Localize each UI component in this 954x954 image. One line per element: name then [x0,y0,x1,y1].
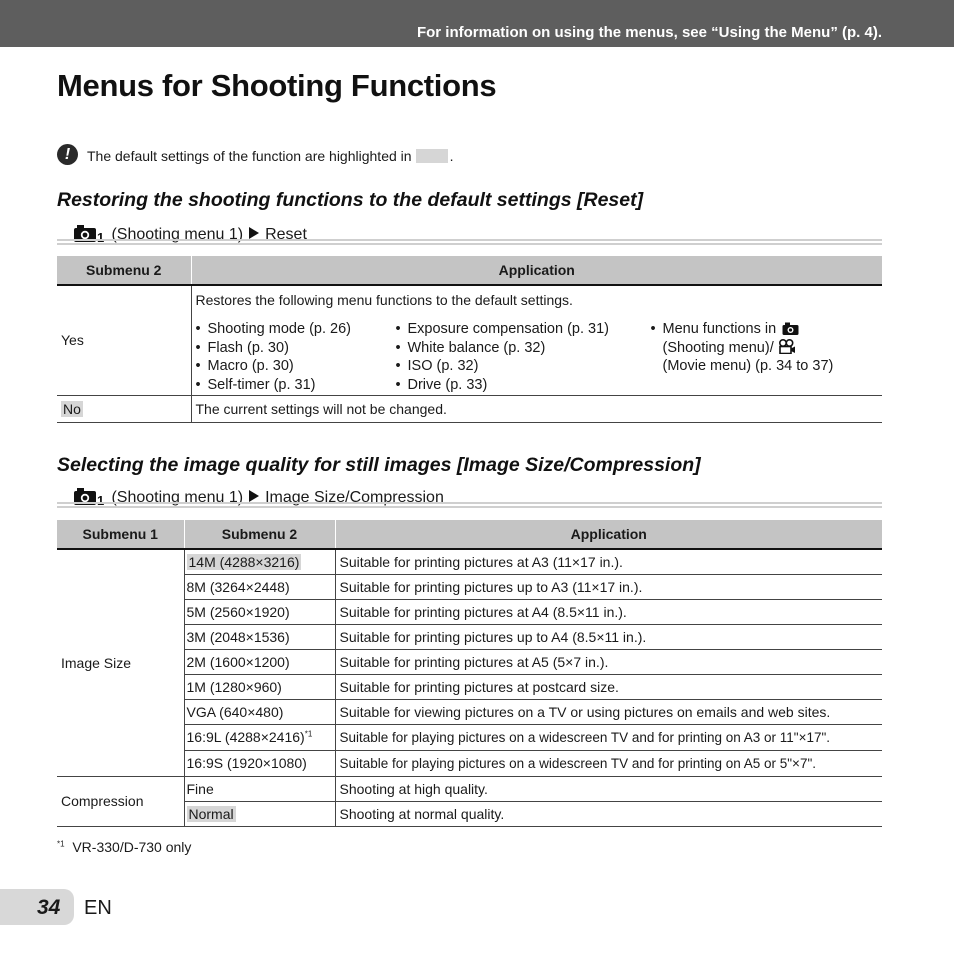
image-size-table-header [57,520,882,549]
header-submenu-1: Submenu 1 [57,520,184,549]
size-option: VGA (640×480) [184,699,335,724]
compression-application: Shooting at normal quality. [335,801,882,826]
table-row [57,776,882,801]
yes-description: Restores the following menu functions to the default settings. [195,292,573,308]
list-item: • Macro (p. 30) [196,357,396,376]
arrow-right-icon [249,227,259,239]
size-option: 16:9S (1920×1080) [184,750,335,776]
compression-option-default: Normal [188,805,234,822]
reset-path-item: Reset [265,226,307,243]
size-application: Suitable for viewing pictures on a TV or using pictures on emails and web sites. [335,699,882,724]
list-item: • ISO (p. 32) [396,357,651,376]
camera-icon [782,322,799,335]
function-col-1 [196,320,396,394]
language-code: EN [84,897,112,919]
note-text: The default settings of the function are highlighted in [87,148,412,164]
list-item: Menu functions in [662,321,777,337]
size-application: Suitable for printing pictures at A3 (11×17 in.). [335,549,882,574]
page-number: 34 [37,896,61,919]
size-application: Suitable for printing pictures at postcard size. [335,674,882,699]
row-label-image-size: Image Size [57,549,184,776]
row-label-no: No [63,400,81,417]
size-application: Suitable for printing pictures at A4 (8.5×11 in.). [335,599,882,624]
list-item: • White balance (p. 32) [396,339,651,358]
size-option: 1M (1280×960) [184,674,335,699]
reset-table [57,256,882,423]
arrow-right-icon [249,490,259,502]
reset-function-list [196,320,879,394]
image-size-divider [57,502,882,508]
size-application: Suitable for printing pictures up to A4 (8.5×11 in.). [335,624,882,649]
header-info: For information on using the menus, see “Using the Menu” (p. 4). [416,24,882,41]
size-application: Suitable for playing pictures on a widescreen TV and for printing on A3 or 11"×17". [335,724,882,750]
table-row [57,549,882,574]
size-option: 16:9L (4288×2416) [186,729,305,745]
list-item: • Flash (p. 30) [196,339,396,358]
function-col-2 [396,320,651,394]
highlight-swatch [416,149,448,163]
table-row [57,285,882,395]
svg-text:1: 1 [97,230,105,242]
movie-icon [778,339,796,354]
size-application: Suitable for playing pictures on a widescreen TV and for printing on A5 or 5"×7". [335,750,882,776]
header-bar [0,0,954,47]
function-col-3 [651,320,834,394]
row-label-yes: Yes [57,285,191,395]
list-item: • Exposure compensation (p. 31) [396,320,651,339]
footnote-ref: *1 [304,729,313,739]
table-row [57,395,882,422]
size-option-default: 14M (4288×3216) [188,553,300,570]
image-size-table [57,520,882,827]
size-option: 8M (3264×2448) [184,574,335,599]
size-option: 5M (2560×1920) [184,599,335,624]
compression-application: Shooting at high quality. [335,776,882,801]
size-application: Suitable for printing pictures at A5 (5×7 in.). [335,649,882,674]
size-path-menu: (Shooting menu 1) [111,489,244,506]
image-size-section-title: Selecting the image quality for still images [Image Size/Compression] [57,454,701,476]
note-period: . [449,148,454,164]
page-title: Menus for Shooting Functions [57,68,497,103]
list-item: • Self-timer (p. 31) [196,376,396,395]
list-item: • Shooting mode (p. 26) [196,320,396,339]
reset-section-title: Restoring the shooting functions to the default settings [Reset] [57,189,644,211]
footnote [57,839,191,855]
size-path-item: Image Size/Compression [265,489,444,506]
reset-divider [57,239,882,245]
svg-text:1: 1 [97,493,105,505]
list-item-continued: (Movie menu) (p. 34 to 37) [662,358,834,374]
size-application: Suitable for printing pictures up to A3 (11×17 in.). [335,574,882,599]
no-description: The current settings will not be changed. [191,395,882,422]
header-application: Application [335,520,882,549]
row-label-compression: Compression [57,776,184,826]
header-application: Application [191,256,882,285]
list-item: • Drive (p. 33) [396,376,651,395]
footnote-text: VR-330/D-730 only [72,839,192,855]
reset-table-header [57,256,882,285]
header-submenu-2: Submenu 2 [184,520,335,549]
size-option: 2M (1600×1200) [184,649,335,674]
footnote-mark: *1 [57,839,65,849]
size-option: 3M (2048×1536) [184,624,335,649]
reset-path-menu: (Shooting menu 1) [111,226,244,243]
list-item-continued: (Shooting menu)/ [662,339,774,356]
header-submenu-2: Submenu 2 [57,256,191,285]
compression-option: Fine [184,776,335,801]
caution-icon: ! [57,144,78,165]
